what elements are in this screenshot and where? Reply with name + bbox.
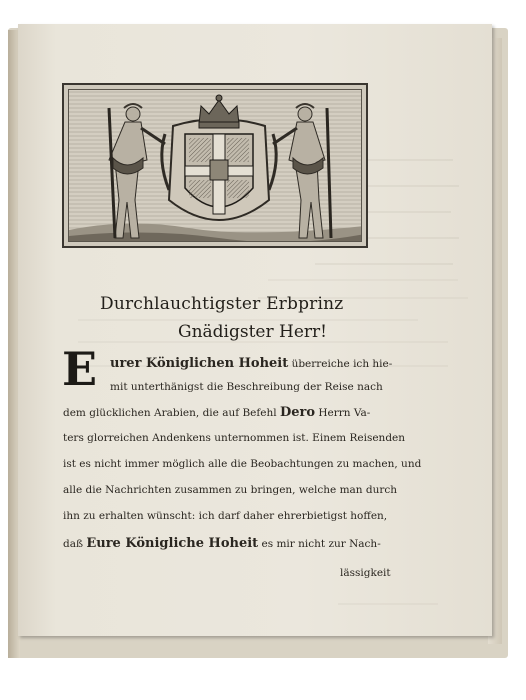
eure-hoheit-title: Eure Königliche Hoheit [86,536,259,551]
body-line-2: mit unterthänigst die Beschreibung der Reise nach [110,381,383,393]
body-line-1a: urer [110,356,146,371]
dero-title: Dero [279,405,316,420]
salutation-line-1: Durchlauchtigster Erbprinz [100,294,344,314]
body-line-8c: es mir nicht zur Nach- [258,538,381,550]
body-line-3c: Herrn Va- [315,407,371,419]
body-line-4: ters glorreichen Andenkens unternommen ist. Einem Reisenden [63,432,406,444]
decorated-initial: E [62,342,98,396]
body-line-1 [110,356,392,371]
royal-highness-title: Königlichen Hoheit [145,356,289,371]
body-line-6: alle die Nachrichten zusammen zu bringen, welche man durch [63,484,398,496]
body-line-3a: dem glücklichen Arabien, die auf Befehl [63,407,280,419]
salutation-line-2: Gnädigster Herr! [178,322,327,342]
catchword: lässigkeit [340,567,391,579]
body-line-7: ihn zu erhalten wünscht: ich darf daher ehrerbietigst hoffen, [63,510,388,522]
body-line-1c: überreiche ich hie- [288,358,393,370]
engraved-vignette [62,83,368,248]
body-line-8a: daß [63,538,87,550]
body-line-3 [63,405,370,420]
coat-of-arms-engraving [69,90,362,242]
body-line-5: ist es nicht immer möglich alle die Beobachtungen zu machen, und [63,458,422,470]
body-line-8 [63,536,381,551]
